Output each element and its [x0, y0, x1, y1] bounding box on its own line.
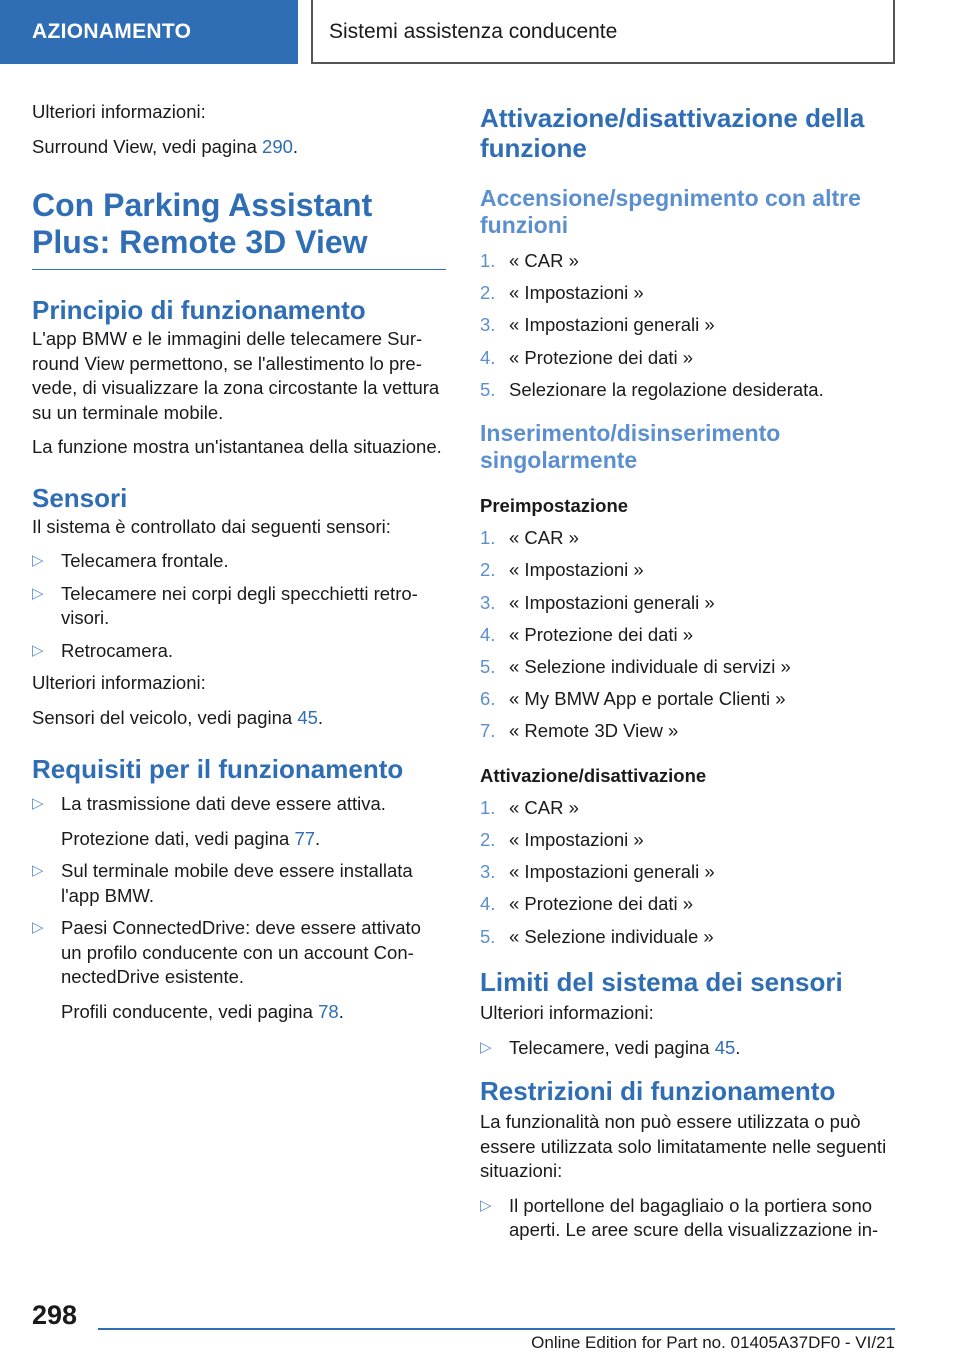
triangle-bullet-icon: ▷ [32, 795, 44, 812]
left-column [32, 100, 446, 1032]
driver-profiles-page-link[interactable]: 78 [318, 1000, 339, 1022]
triangle-bullet-icon: ▷ [32, 584, 44, 602]
page-number: 298 [32, 1300, 78, 1330]
list-item: ▷ Retrocamera. [32, 639, 446, 664]
section-tab: AZIONAMENTO [0, 0, 298, 64]
list-item: 3. « Impostazioni generali » [480, 861, 715, 883]
requirements-list [32, 792, 446, 1024]
list-item: 5. « Selezione individuale » [480, 925, 714, 947]
limits-list [480, 1036, 900, 1061]
list-item: 1. « CAR » [480, 527, 579, 549]
page-main-heading [32, 187, 446, 270]
footer-divider [98, 1328, 895, 1330]
right-column [480, 103, 900, 1251]
restrictions-list [480, 1194, 900, 1243]
limits-label: Ulteriori informazioni: [480, 1002, 654, 1024]
principle-text-2: La funzione mostra un'istantanea della situazione. [32, 436, 442, 457]
triangle-bullet-icon: ▷ [32, 919, 44, 936]
activation-heading: Attivazione/disattivazione della funzione [480, 103, 865, 163]
list-item: 7. « Remote 3D View » [480, 720, 679, 742]
actdeact-label: Attivazione/disattivazione [480, 764, 707, 786]
sensors-intro: Il sistema è controllato dai seguenti sensori: [32, 515, 391, 537]
triangle-bullet-icon: ▷ [32, 552, 44, 569]
triangle-bullet-icon: ▷ [480, 1196, 492, 1214]
list-item: 4. « Protezione dei dati » [480, 893, 694, 915]
onoff-steps [480, 249, 900, 402]
chapter-title: Sistemi assistenza conducente [311, 0, 895, 64]
sensors-list [32, 549, 446, 663]
list-item: ▷ Telecamera frontale. [32, 549, 446, 574]
intro-ref-text: Surround View, vedi pagina [32, 135, 263, 157]
list-item: 2. « Impostazioni » [480, 282, 644, 304]
principle-text-1: L'app BMW e le immagini delle telecamere Surround View permettono, se l'allestimento lo prevede, di visualizzare la zona circostante la vettura su un terminale mobile. [32, 328, 440, 423]
sensors-reference: Sensori del veicolo, vedi pagina 45. [32, 706, 324, 728]
list-item: 2. « Impostazioni » [480, 559, 644, 581]
list-item: 3. « Impostazioni generali » [480, 314, 715, 336]
triangle-bullet-icon: ▷ [32, 641, 44, 659]
list-item: ▷ Sul terminale mobile deve essere installata l'app BMW. [32, 860, 413, 906]
restrictions-heading: Restrizioni di funzionamento [480, 1076, 836, 1107]
sensors-more-label: Ulteriori informazioni: [32, 672, 206, 693]
triangle-bullet-icon: ▷ [480, 1038, 492, 1056]
limits-heading: Limiti del sistema dei sensori [480, 967, 843, 998]
list-item: 5. Selezionare la regolazione desiderata. [480, 378, 824, 400]
list-item: ▷ Telecamere nei corpi degli specchietti retrovisori. [32, 582, 418, 628]
list-item: 3. « Impostazioni generali » [480, 591, 715, 613]
single-heading: Inserimento/disinserimento singolarmente [480, 420, 781, 474]
list-item: 4. « Protezione dei dati » [480, 346, 694, 368]
list-item: ▷ La trasmissione dati deve essere attiva. Protezione dati, vedi pagina 77. [32, 793, 386, 849]
heading-line-1: Con Parking Assistant [32, 187, 373, 223]
heading-line-2: Plus: Remote 3D View [32, 224, 368, 260]
onoff-heading: Accensione/spegnimento con altre funzioni [480, 185, 861, 238]
list-item: 4. « Protezione dei dati » [480, 623, 694, 645]
list-item: 5. « Selezione individuale di servizi » [480, 656, 791, 677]
list-item: 1. « CAR » [480, 250, 579, 271]
sensors-page-link[interactable]: 45 [297, 706, 318, 728]
principle-heading: Principio di funzionamento [32, 295, 366, 325]
list-item: ▷ Paesi ConnectedDrive: deve essere attivato un profilo conducente con un account ConnectedDrive esistente. Profili conducente, vedi pagina 78. [32, 917, 421, 1022]
list-item: 6. « My BMW App e portale Clienti » [480, 688, 786, 710]
list-item: 1. « CAR » [480, 796, 579, 818]
restrictions-text: La funzionalità non può essere utilizzata o può essere utilizzata solo limitatamente nelle seguenti situazioni: [480, 1111, 887, 1182]
requirements-heading: Requisiti per il funzionamento [32, 754, 404, 784]
footer-edition: Online Edition for Part no. 01405A37DF0 - VI/21 [531, 1333, 895, 1352]
triangle-bullet-icon: ▷ [32, 862, 44, 879]
intro-page-link[interactable]: 290 [262, 135, 293, 157]
actdeact-steps [480, 796, 900, 949]
cameras-page-link[interactable]: 45 [714, 1036, 736, 1058]
list-item: ▷ Telecamere, vedi pagina 45. [480, 1036, 900, 1061]
list-item: 2. « Impostazioni » [480, 829, 644, 851]
preset-steps [480, 526, 900, 744]
data-protection-page-link[interactable]: 77 [294, 827, 316, 849]
intro-reference: Surround View, vedi pagina 290. [32, 135, 299, 157]
list-item: ▷ Il portellone del bagagliaio o la portiera sono aperti. Le aree scure della visualizzazione in- [480, 1194, 879, 1241]
intro-label: Ulteriori informazioni: [32, 101, 206, 122]
preset-label: Preimpostazione [480, 495, 629, 517]
sensors-heading: Sensori [32, 482, 128, 513]
